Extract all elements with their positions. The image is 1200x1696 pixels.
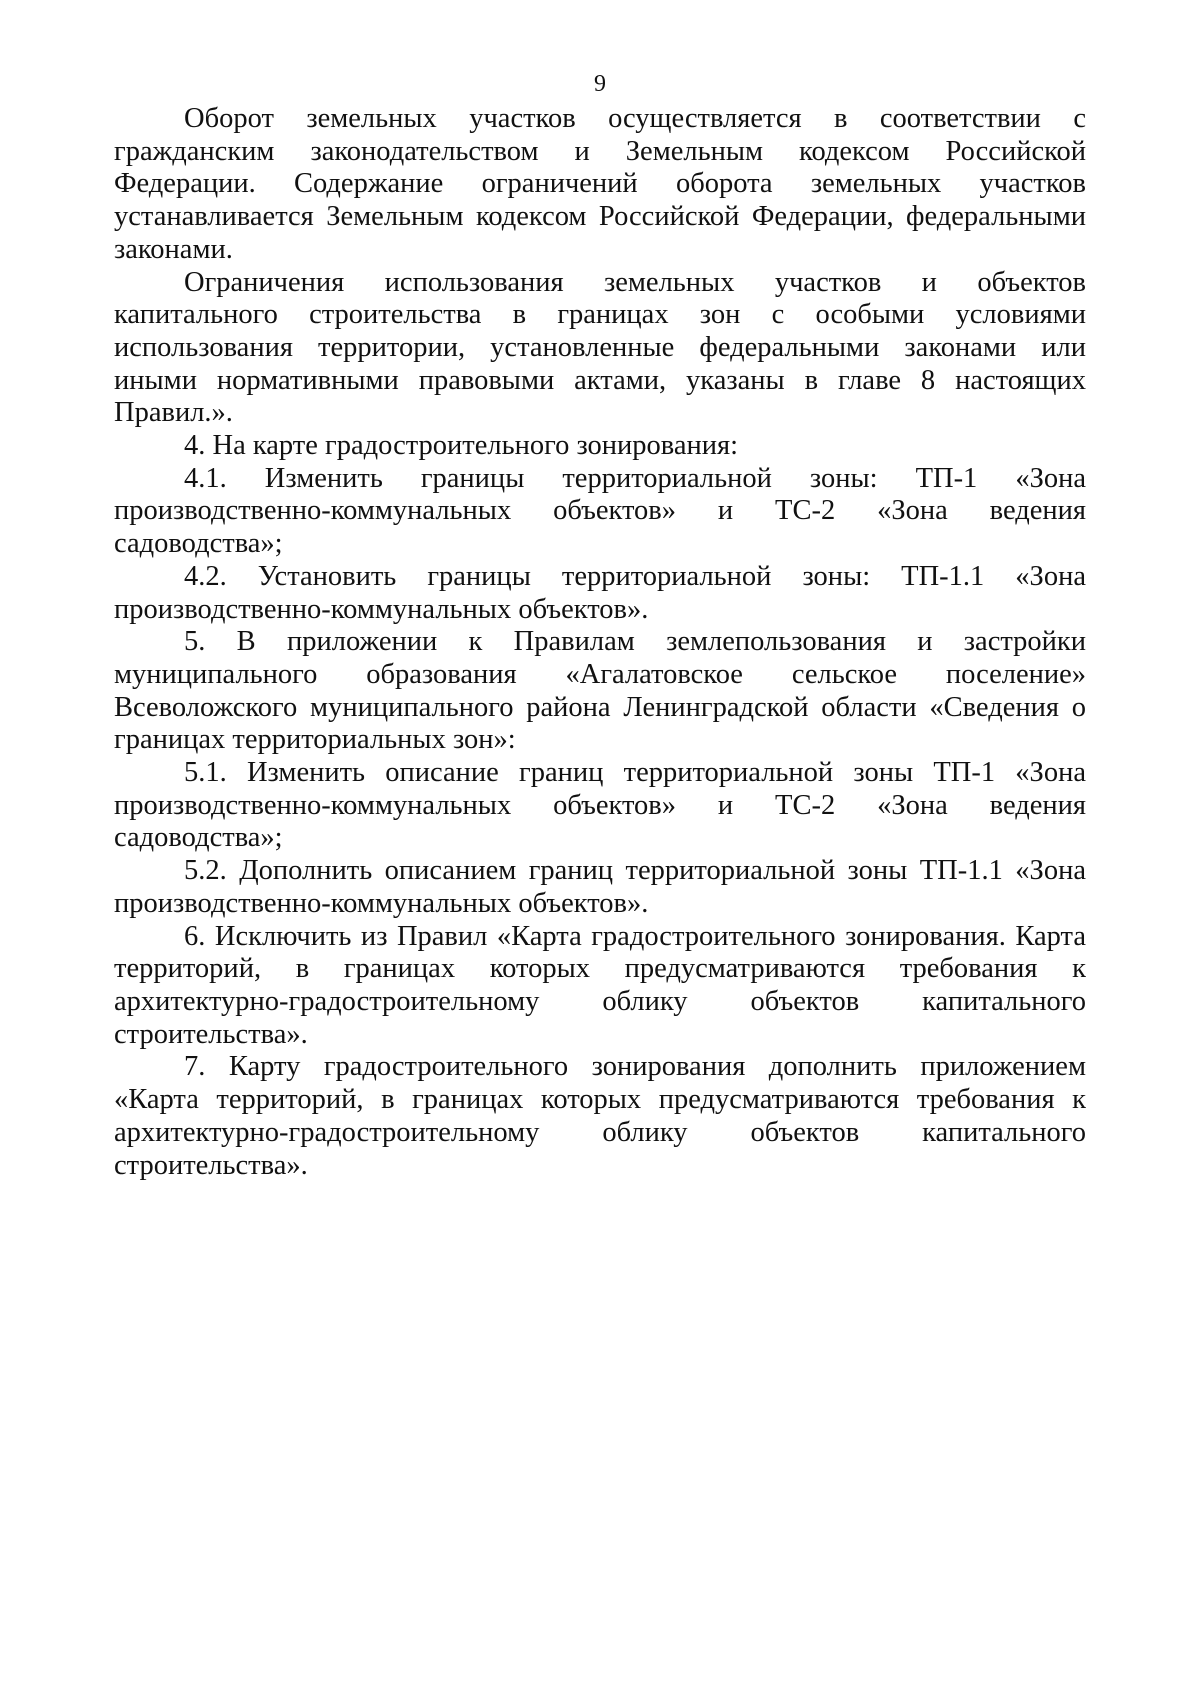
paragraph-item-6: 6. Исключить из Правил «Карта градостроительного зонирования. Карта территорий, в границах которых предусматриваются требования к архитектурно-градостроительному облику объектов капитального строительства». bbox=[114, 920, 1086, 1050]
paragraph-item-5: 5. В приложении к Правилам землепользования и застройки муниципального образования «Агалатовское сельское поселение» Всеволожского муниципального района Ленинградской области «Сведения о границах территориальных зон»: bbox=[114, 626, 1086, 756]
document-body bbox=[114, 103, 1086, 1182]
paragraph-item-4: 4. На карте градостроительного зонирования: bbox=[184, 430, 739, 462]
paragraph-land-turnover: Оборот земельных участков осуществляется в соответствии с гражданским законодательством и Земельным кодексом Российской Федерации. Содержание ограничений оборота земельных участков устанавливается Земельным кодексом Российской Федерации, федеральными законами. bbox=[114, 103, 1086, 265]
paragraph-item-5-1: 5.1. Изменить описание границ территориальной зоны ТП-1 «Зона производственно-коммунальных объектов» и ТС-2 «Зона ведения садоводства»; bbox=[114, 757, 1086, 854]
paragraph-item-7: 7. Карту градостроительного зонирования дополнить приложением «Карта территорий, в границах которых предусматриваются требования к архитектурно-градостроительному облику объектов капитального строительства». bbox=[114, 1051, 1086, 1181]
paragraph-item-5-2: 5.2. Дополнить описанием границ территориальной зоны ТП-1.1 «Зона производственно-коммунальных объектов». bbox=[114, 855, 1086, 919]
paragraph-usage-restrictions: Ограничения использования земельных участков и объектов капитального строительства в границах зон с особыми условиями использования территории, установленные федеральными законами или иными нормативными правовыми актами, указаны в главе 8 настоящих Правил.». bbox=[114, 266, 1086, 429]
paragraph-item-4-2: 4.2. Установить границы территориальной зоны: ТП-1.1 «Зона производственно-коммунальных объектов». bbox=[114, 560, 1086, 625]
paragraph-item-4-1: 4.1. Изменить границы территориальной зоны: ТП-1 «Зона производственно-коммунальных объектов» и ТС-2 «Зона ведения садоводства»; bbox=[114, 462, 1086, 560]
page-number: 9 bbox=[594, 71, 606, 97]
